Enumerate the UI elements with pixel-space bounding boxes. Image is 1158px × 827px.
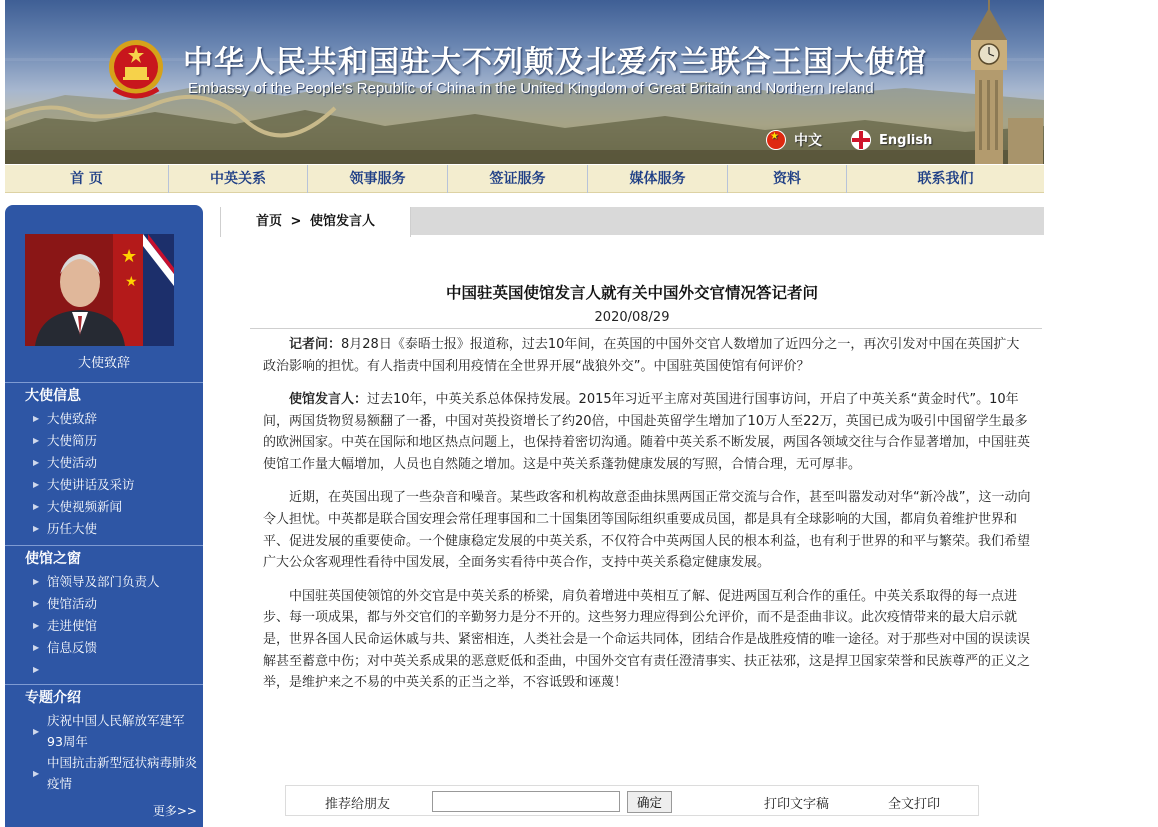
site-title: 中华人民共和国驻大不列颠及北爱尔兰联合王国大使馆: [183, 45, 927, 80]
sidebar-item-ambassador-videos[interactable]: ▶ 大使视频新闻: [5, 496, 203, 518]
triangle-right-icon: ▶: [33, 727, 40, 736]
article-body: [263, 334, 1031, 706]
nav-media-services[interactable]: 媒体服务: [588, 165, 728, 193]
triangle-right-icon: ▶: [33, 665, 40, 674]
article-divider: [250, 328, 1042, 329]
article-paragraph: 中国驻英国使领馆的外交官是中英关系的桥梁，肩负着增进中英相互了解、促进两国互利合作的重任。中英关系取得的每一点进步、每一项成果，都与外交官们的辛勤努力是分不开的。这些努力理应得到公允评价，而不是歪曲非议。此次疫情带来的最大启示就是，世界各国人民命运休戚与共、紧密相连，人类社会是一个命运共同体，团结合作是战胜疫情的唯一途径。对于那些对中国的误读误解甚至蓄意中伤；对中英关系成果的恶意贬低和歪曲，中国外交官有责任澄清事实、扶正祛邪，这是捍卫国家荣誉和民族尊严的正义之举，是维护来之不易的中英关系的正当之举，不容诋毁和诬蔑！: [263, 588, 1031, 691]
more-link[interactable]: 更多>>: [152, 804, 197, 818]
print-all-link[interactable]: 全文打印: [888, 797, 941, 812]
breadcrumb-home[interactable]: 首页: [256, 214, 283, 229]
language-chinese-label: 中文: [794, 133, 822, 149]
nav-consular-services[interactable]: 领事服务: [308, 165, 448, 193]
sidebar-heading-ambassador-info: 大使信息: [5, 382, 203, 408]
language-english-link[interactable]: [851, 130, 932, 150]
sidebar-item-empty[interactable]: [5, 659, 203, 681]
breadcrumb-bar: [220, 207, 1044, 235]
nav-resources[interactable]: 资料: [728, 165, 847, 193]
article-paragraph: 近期，在英国出现了一些杂音和噪音。某些政客和机构故意歪曲抹黑两国正常交流与合作，甚至叫嚣发动对华“新冷战”，这一动向令人担忧。中英都是联合国安理会常任理事国和二十国集团等国际组织重要成员国，都是具有全球影响的大国，都肩负着维护世界和平、促进发展的重要使命。一个健康稳定发展的中英关系，不仅符合中英两国人民的根本利益，也有利于世界的和平与繁荣。我们希望广大公众客观理性看待中国发展，全面务实看待中英合作，支持中英关系稳定健康发展。: [263, 490, 1031, 571]
triangle-right-icon: ▶: [33, 621, 40, 630]
sidebar-item-covid-fight[interactable]: ▶ 中国抗击新型冠状病毒肺炎疫情: [5, 752, 203, 794]
sidebar-section-ambassador: [5, 382, 203, 540]
big-ben-tower: [953, 0, 1043, 164]
sidebar-item-visit-embassy[interactable]: ▶ 走进使馆: [5, 615, 203, 637]
site-banner: [5, 0, 1044, 164]
article-paragraph: 使馆发言人：过去10年，中英关系总体保持发展。2015年习近平主席对英国进行国事访问，开启了中英关系“黄金时代”。10年间，两国货物贸易额翻了一番，中国对英投资增长了约20倍，中国赴英留学生增加了10万人至22万，英国已成为吸引中国留学生最多的欧洲国家。中英在国际和地区热点问题上，也保持着密切沟通。随着中英关系不断发展，两国各领域交往与合作显著增加，中国驻英使馆工作量大幅增加，人员也自然随之增加。这是中英关系蓬勃健康发展的写照，合情合理，无可厚非。: [263, 391, 1031, 473]
sidebar-heading-embassy-window: 使馆之窗: [5, 545, 203, 571]
share-email-input[interactable]: [432, 791, 620, 812]
triangle-right-icon: ▶: [33, 643, 40, 652]
triangle-right-icon: ▶: [33, 414, 40, 423]
sidebar-item-embassy-leaders[interactable]: ▶ 馆领导及部门负责人: [5, 571, 203, 593]
sidebar-section-embassy: [5, 545, 203, 681]
sidebar-item-ambassador-speeches[interactable]: ▶ 大使讲话及采访: [5, 474, 203, 496]
national-emblem-icon: [106, 37, 166, 101]
share-bar: [285, 785, 979, 816]
sidebar-item-pla-anniversary[interactable]: ▶ 庆祝中国人民解放军建军93周年: [5, 710, 203, 752]
triangle-right-icon: ▶: [33, 577, 40, 586]
china-flag-icon: [766, 130, 786, 150]
article-title: 中国驻英国使馆发言人就有关中国外交官情况答记者问: [445, 284, 818, 302]
nav-home[interactable]: 首 页: [5, 165, 169, 193]
sidebar-section-topics: [5, 684, 203, 794]
nav-visa-services[interactable]: 签证服务: [448, 165, 588, 193]
breadcrumb-current[interactable]: 使馆发言人: [309, 214, 375, 229]
triangle-right-icon: ▶: [33, 480, 40, 489]
ambassador-photo[interactable]: [25, 234, 174, 346]
triangle-right-icon: ▶: [33, 524, 40, 533]
article-paragraph: 记者问：8月28日《泰晤士报》报道称，过去10年间，在英国的中国外交官人数增加了近四分之一，再次引发对中国在英国扩大政治影响的担忧。有人指责中国利用疫情在全世界开展“战狼外交”。中国驻英国使馆有何评价？: [263, 337, 1020, 374]
svg-text:★: ★: [121, 246, 138, 267]
sidebar-item-embassy-activities[interactable]: ▶ 使馆活动: [5, 593, 203, 615]
share-label: 推荐给朋友: [325, 797, 391, 812]
nav-china-uk-relations[interactable]: 中英关系: [169, 165, 308, 193]
article-date: 2020/08/29: [594, 310, 670, 325]
site-subtitle: Embassy of the People's Republic of China in the United Kingdom of Great Britain and Northern Ireland: [188, 80, 874, 97]
triangle-right-icon: ▶: [33, 458, 40, 467]
triangle-right-icon: ▶: [33, 436, 40, 445]
triangle-right-icon: ▶: [33, 502, 40, 511]
paragraph-lead: 记者问：: [289, 337, 342, 352]
sidebar: [5, 205, 203, 827]
nav-contact-us[interactable]: 联系我们: [917, 171, 974, 187]
sidebar-item-feedback[interactable]: ▶ 信息反馈: [5, 637, 203, 659]
breadcrumb: [220, 207, 411, 237]
sidebar-item-former-ambassadors[interactable]: ▶ 历任大使: [5, 518, 203, 540]
sidebar-heading-topics: 专题介绍: [5, 684, 203, 710]
language-chinese-link[interactable]: [766, 130, 822, 150]
svg-text:★: ★: [125, 274, 138, 290]
confirm-button[interactable]: 确定: [627, 791, 672, 813]
language-english-label: English: [879, 132, 933, 148]
breadcrumb-separator: >: [290, 214, 302, 229]
england-flag-icon: [851, 130, 871, 150]
sidebar-item-ambassador-activities[interactable]: ▶ 大使活动: [5, 452, 203, 474]
sidebar-item-ambassador-speech[interactable]: ▶ 大使致辞: [5, 408, 203, 430]
paragraph-lead: 使馆发言人：: [289, 391, 368, 407]
main-nav: [5, 165, 1044, 193]
sidebar-item-ambassador-resume[interactable]: ▶ 大使简历: [5, 430, 203, 452]
print-text-link[interactable]: 打印文字稿: [764, 797, 830, 812]
triangle-right-icon: ▶: [33, 769, 40, 778]
ambassador-speech-caption[interactable]: 大使致辞: [77, 356, 130, 371]
triangle-right-icon: ▶: [33, 599, 40, 608]
